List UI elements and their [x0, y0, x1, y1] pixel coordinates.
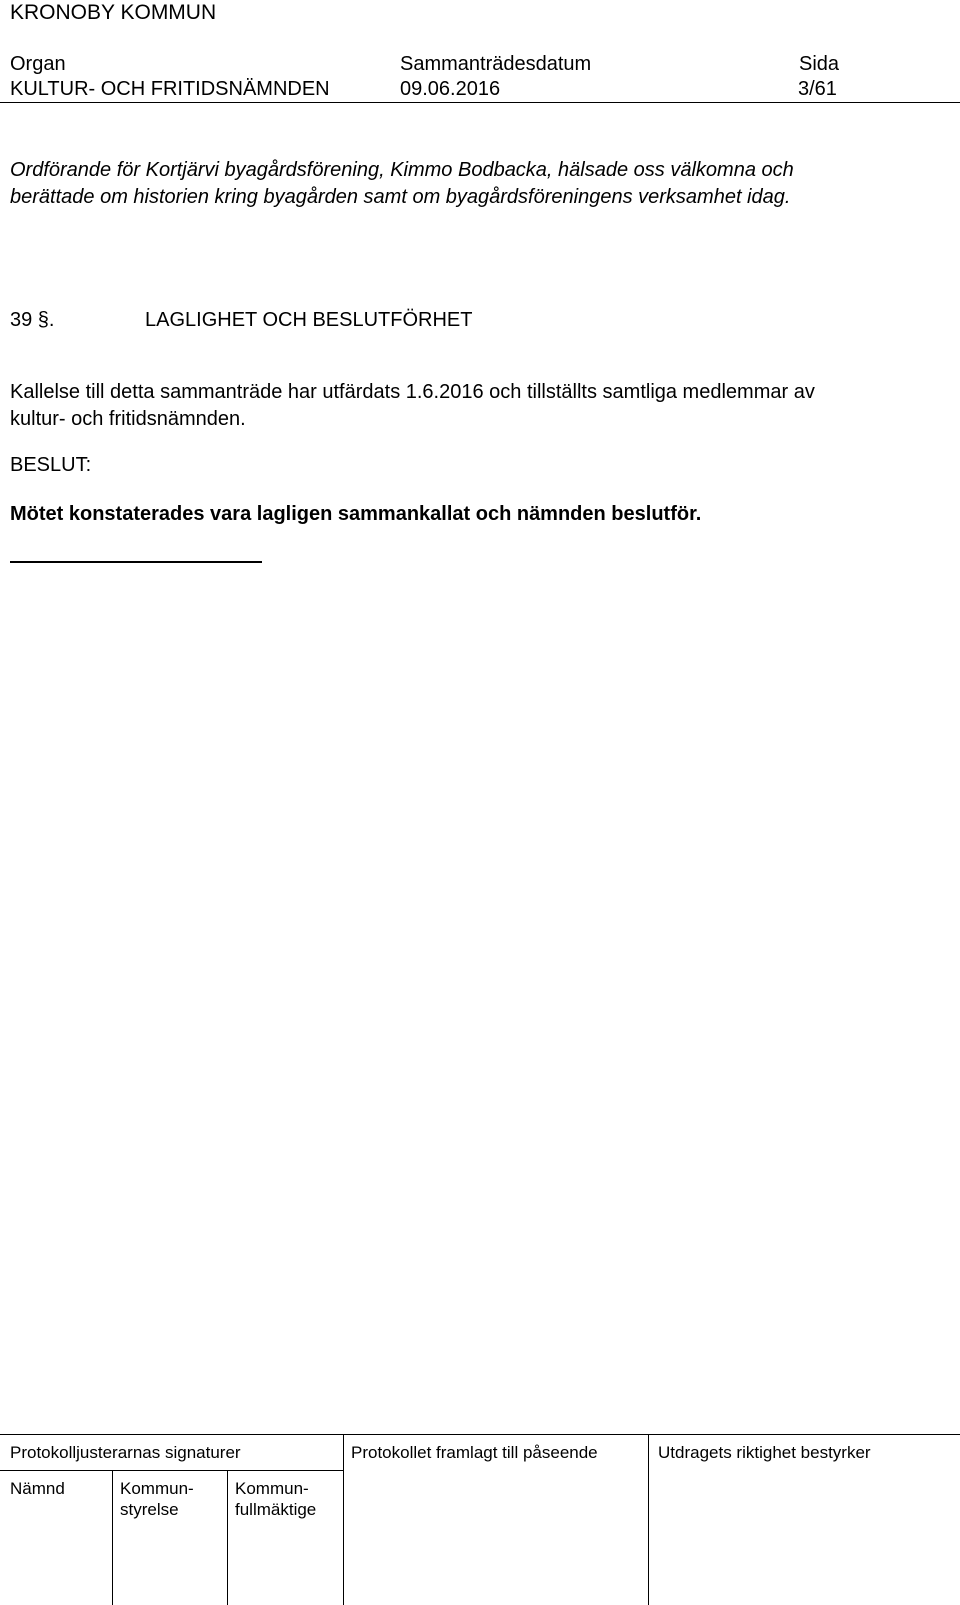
intro-line: berättade om historien kring byagården samt om byagårdsföreningens verksamhet idag. [10, 186, 791, 208]
organ-value: KULTUR- OCH FRITIDSNÄMNDEN [10, 78, 330, 100]
intro-line: Ordförande för Kortjärvi byagårdsförening, Kimmo Bodbacka, hälsade oss välkomna och [10, 159, 794, 181]
signatures-label: Protokolljusterarnas signaturer [10, 1443, 241, 1462]
page-label: Sida [799, 53, 840, 75]
section-title: LAGLIGHET OCH BESLUTFÖRHET [145, 309, 473, 331]
summons-line: kultur- och fritidsnämnden. [10, 408, 246, 430]
footer-signature-divider [112, 1470, 113, 1605]
meeting-date-label: Sammanträdesdatum [400, 53, 592, 75]
footer-column-divider [648, 1434, 649, 1605]
council-label-line: Kommun- [235, 1479, 309, 1498]
board-signature-label: Nämnd [10, 1479, 65, 1498]
council-signature-label [235, 1478, 316, 1520]
executive-signature-label [120, 1478, 194, 1520]
executive-label-line: styrelse [120, 1500, 179, 1519]
decision-label: BESLUT: [10, 454, 92, 476]
summons-line: Kallelse till detta sammanträde har utfärdats 1.6.2016 och tillställts samtliga medlemmar av [10, 381, 815, 403]
section-heading [10, 307, 473, 333]
footer-column-divider [343, 1434, 344, 1605]
section-number: 39 §. [10, 309, 55, 331]
footer-inner-border [0, 1470, 344, 1471]
municipality-name: KRONOBY KOMMUN [10, 1, 217, 24]
organ-label: Organ [10, 53, 66, 75]
meeting-date-value: 09.06.2016 [400, 78, 501, 100]
summons-paragraph [10, 379, 958, 433]
executive-label-line: Kommun- [120, 1479, 194, 1498]
header-divider [0, 102, 960, 103]
decision-text: Mötet konstaterades vara lagligen sammankallat och nämnden beslutför. [10, 503, 702, 525]
council-label-line: fullmäktige [235, 1500, 317, 1519]
extract-certification-label: Utdragets riktighet bestyrker [658, 1443, 871, 1462]
intro-paragraph [10, 157, 955, 211]
section-end-rule [10, 561, 262, 563]
footer-top-border [0, 1434, 960, 1435]
page-number: 3/61 [798, 78, 837, 100]
footer-signature-divider [227, 1470, 228, 1605]
public-display-label: Protokollet framlagt till påseende [351, 1443, 598, 1462]
